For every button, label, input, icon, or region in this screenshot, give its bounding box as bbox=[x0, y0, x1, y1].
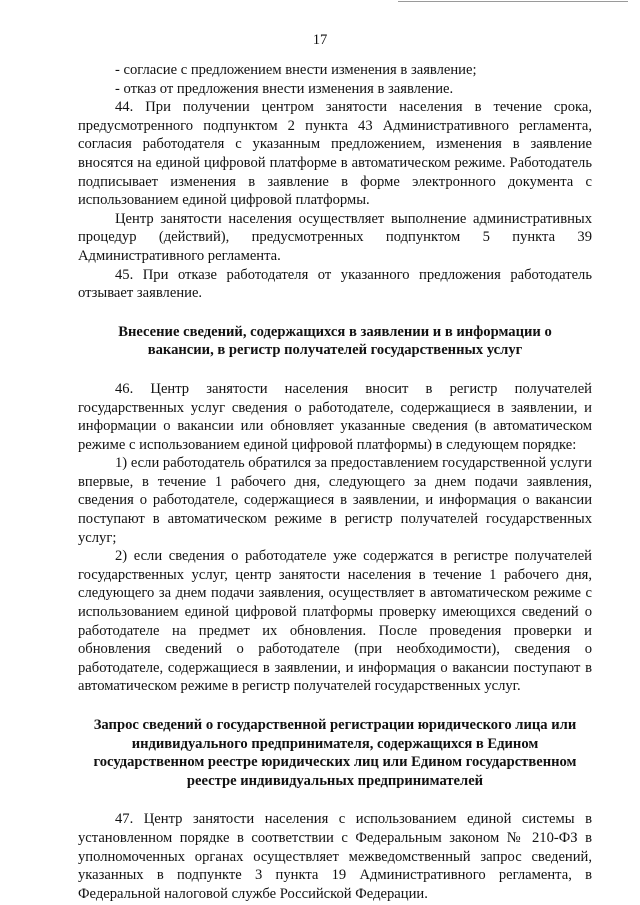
paragraph-44: 44. При получении центром занятости населения в течение срока, предусмотренного подпунктом 2 пункта 43 Административного регламента, согласия работодателя с указанным предложением, изменения в заявление вносятся на единой цифровой платформе в автоматическом режиме. Работодатель подписывает изменения в заявление в форме электронного документа с использованием единой цифровой платформы. bbox=[78, 99, 592, 209]
paragraph-46-item-1: 1) если работодатель обратился за предоставлением государственной услуги впервые, в течение 1 рабочего дня, следующего за днем подачи заявления, сведения о работодателе, содержащиеся в заявлении, и информация о вакансии поступают в автоматическом режиме в регистр получателей государственных услуг; bbox=[78, 455, 592, 546]
document-body bbox=[78, 61, 592, 903]
section-heading-registry-request: Запрос сведений о государственной регистрации юридического лица или индивидуального предпринимателя, содержащихся в Едином государственном реестре юридических лиц или Едином государственном реестре индивидуальных предпринимателей bbox=[93, 717, 577, 789]
paragraph-47: 47. Центр занятости населения с использованием единой системы в установленном порядке в соответствии с Федеральным законом № 210-ФЗ в уполномоченных органах осуществляет межведомственный запрос сведений, указанных в подпункте 3 пункта 19 Административного регламента, в Федеральной налоговой службе Российской Федерации. bbox=[78, 811, 592, 902]
paragraph-45: 45. При отказе работодателя от указанного предложения работодатель отзывает заявление. bbox=[78, 266, 592, 302]
paragraph-46: 46. Центр занятости населения вносит в регистр получателей государственных услуг сведения о работодателе, содержащиеся в заявлении, и информации о вакансии или обновляет указанные сведения (в автоматическом режиме с использованием единой цифровой платформы) в следующем порядке: bbox=[78, 380, 592, 453]
page-number: 17 bbox=[312, 32, 328, 48]
paragraph-refusal: - отказ от предложения внести изменения в заявление. bbox=[115, 80, 454, 97]
section-heading-register: Внесение сведений, содержащихся в заявлении и в информации о вакансии, в регистр получателей государственных услуг bbox=[118, 323, 552, 359]
paragraph-consent: - согласие с предложением внести изменения в заявление; bbox=[115, 62, 477, 78]
paragraph-44-procedures: Центр занятости населения осуществляет выполнение административных процедур (действий), предусмотренных подпунктом 5 пункта 39 Административного регламента. bbox=[78, 210, 592, 264]
scan-edge-line bbox=[398, 1, 628, 2]
paragraph-46-item-2: 2) если сведения о работодателе уже содержатся в регистре получателей государственных услуг, центр занятости населения в течение 1 рабочего дня, следующего за днем подачи заявления, осуществляет в автоматическом режиме с использованием единой цифровой платформы проверку имеющихся сведений о работодателе на предмет их обновления. После проведения проверки и обновления сведений о работодателе (при необходимости), сведения о работодателе, содержащиеся в заявлении, и информация о вакансии поступают в автоматическом режиме в регистр получателей государственных услуг. bbox=[78, 548, 592, 695]
